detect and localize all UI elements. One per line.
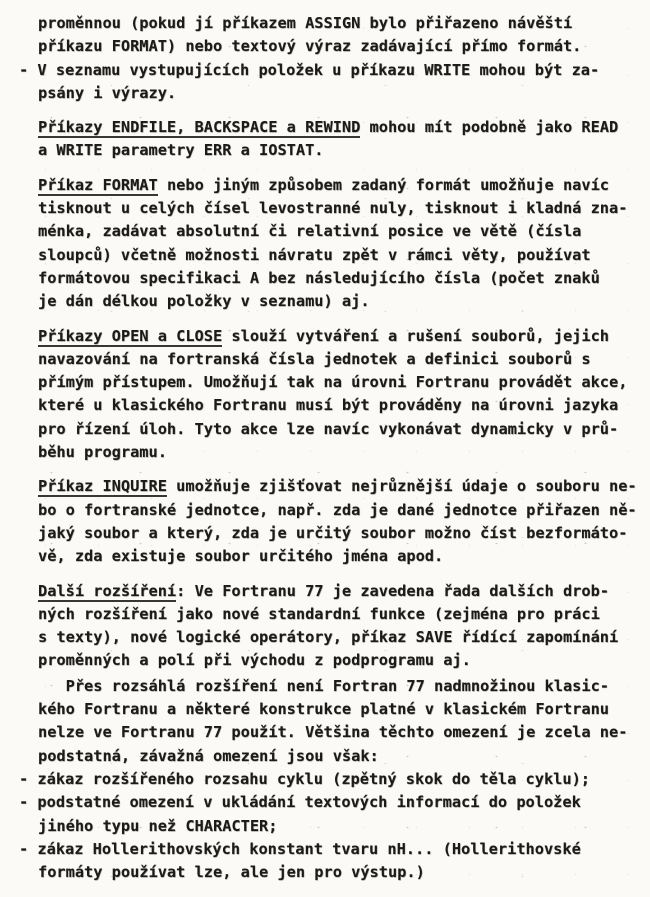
text-line: psány i výrazy. <box>38 83 177 102</box>
text-line: s texty), nové logické operátory, příkaz SAVE řídící zapomínání <box>38 628 619 647</box>
text-line: pro řízení úloh. Tyto akce lze navíc vykonávat dynamicky v prů- <box>38 419 619 438</box>
text-line: Příkazy ENDFILE, BACKSPACE a REWIND mohou mít podobně jako READ <box>38 118 619 137</box>
text-line: Příkaz FORMAT nebo jiným způsobem zadaný formát umožňuje navíc <box>38 175 610 194</box>
text-line: příkazu FORMAT) nebo textový výraz zadávající přímo formát. <box>38 37 582 56</box>
paragraph <box>38 580 642 673</box>
text-line: Příkaz INQUIRE umožňuje zjišťovat nejrůznější údaje o souboru ne- <box>38 477 637 496</box>
text-line: bo o fortranské jednotce, např. zda je dané jednotce přiřazen ně- <box>38 500 637 519</box>
text-line: sloupců) včetně možnosti návratu zpět v rámci věty, používat <box>38 245 591 264</box>
document-body <box>19 12 642 884</box>
paragraph <box>38 174 642 314</box>
underlined-heading: Příkaz INQUIRE <box>38 477 167 496</box>
text-line: Další rozšíření: Ve Fortranu 77 je zavedena řada dalších drob- <box>38 581 610 600</box>
text-line: ménka, zadávat absolutní či relativní posice ve větě (čísla <box>38 222 582 241</box>
paragraph <box>38 475 642 568</box>
text-line: nelze ve Fortranu 77 použít. Většina těchto omezení je zcela ne- <box>38 723 628 742</box>
text-line: které u klasického Fortranu musí být prováděny na úrovni jazyka <box>38 396 619 415</box>
list-line: - zákaz rozšířeného rozsahu cyklu (zpětný skok do těla cyklu); <box>19 769 590 788</box>
text-line: přímým přístupem. Umožňují tak na úrovni Fortranu provádět akce, <box>38 373 628 392</box>
list-line: - zákaz Hollerithovských konstant tvaru nH... (Hollerithovské <box>19 839 581 858</box>
text-line: jiného typu než CHARACTER; <box>38 816 278 835</box>
text-line: jaký soubor a který, zda je určitý soubor možno číst bezformáto- <box>38 523 628 542</box>
list-line: - V seznamu vystupujících položek u příkazu WRITE mohou být za- <box>19 60 600 79</box>
text-line: a WRITE parametry ERR a IOSTAT. <box>38 141 324 160</box>
text-line: proměnnou (pokud jí příkazem ASSIGN bylo přiřazeno návěští <box>38 14 573 32</box>
text-line: proměnných a polí při východu z podprogramu aj. <box>38 651 471 670</box>
paragraph <box>19 12 642 105</box>
text-line: je dán délkou položky v seznamu) aj. <box>38 292 370 311</box>
text-line: formáty používat lze, ale jen pro výstup.) <box>38 863 425 882</box>
text-line: formátovou specifikaci A bez následujícího čísla (počet znaků <box>38 268 600 287</box>
text-line: ných rozšíření jako nové standardní funkce (zejména pro práci <box>38 604 600 623</box>
text-line: vě, zda existuje soubor určitého jména apod. <box>38 547 444 566</box>
text-line: podstatná, závažná omezení jsou však: <box>38 746 379 765</box>
list-line: - podstatné omezení v ukládání textových informací do položek <box>19 793 581 812</box>
text-line: kého Fortranu a některé konstrukce platné v klasickém Fortranu <box>38 700 609 719</box>
paragraph <box>19 675 642 885</box>
text-line: běhu programu. <box>38 443 167 462</box>
text-line: Příkazy OPEN a CLOSE slouží vytváření a rušení souborů, jejich <box>38 326 610 345</box>
text-line: tisknout u celých čísel levostranné nuly, tisknout i kladná zna- <box>38 199 628 218</box>
paragraph <box>38 325 642 465</box>
text-line: navazování na fortranská čísla jednotek a definici souborů s <box>38 349 591 368</box>
underlined-heading: Příkazy OPEN a CLOSE <box>38 326 223 345</box>
underlined-heading: Příkazy ENDFILE, BACKSPACE a REWIND <box>38 118 361 137</box>
text-line: Přes rozsáhlá rozšíření není Fortran 77 nadmnožinou klasic- <box>38 676 609 695</box>
underlined-heading: Další rozšíření <box>38 581 177 600</box>
paragraph <box>38 116 642 163</box>
underlined-heading: Příkaz FORMAT <box>38 175 158 194</box>
